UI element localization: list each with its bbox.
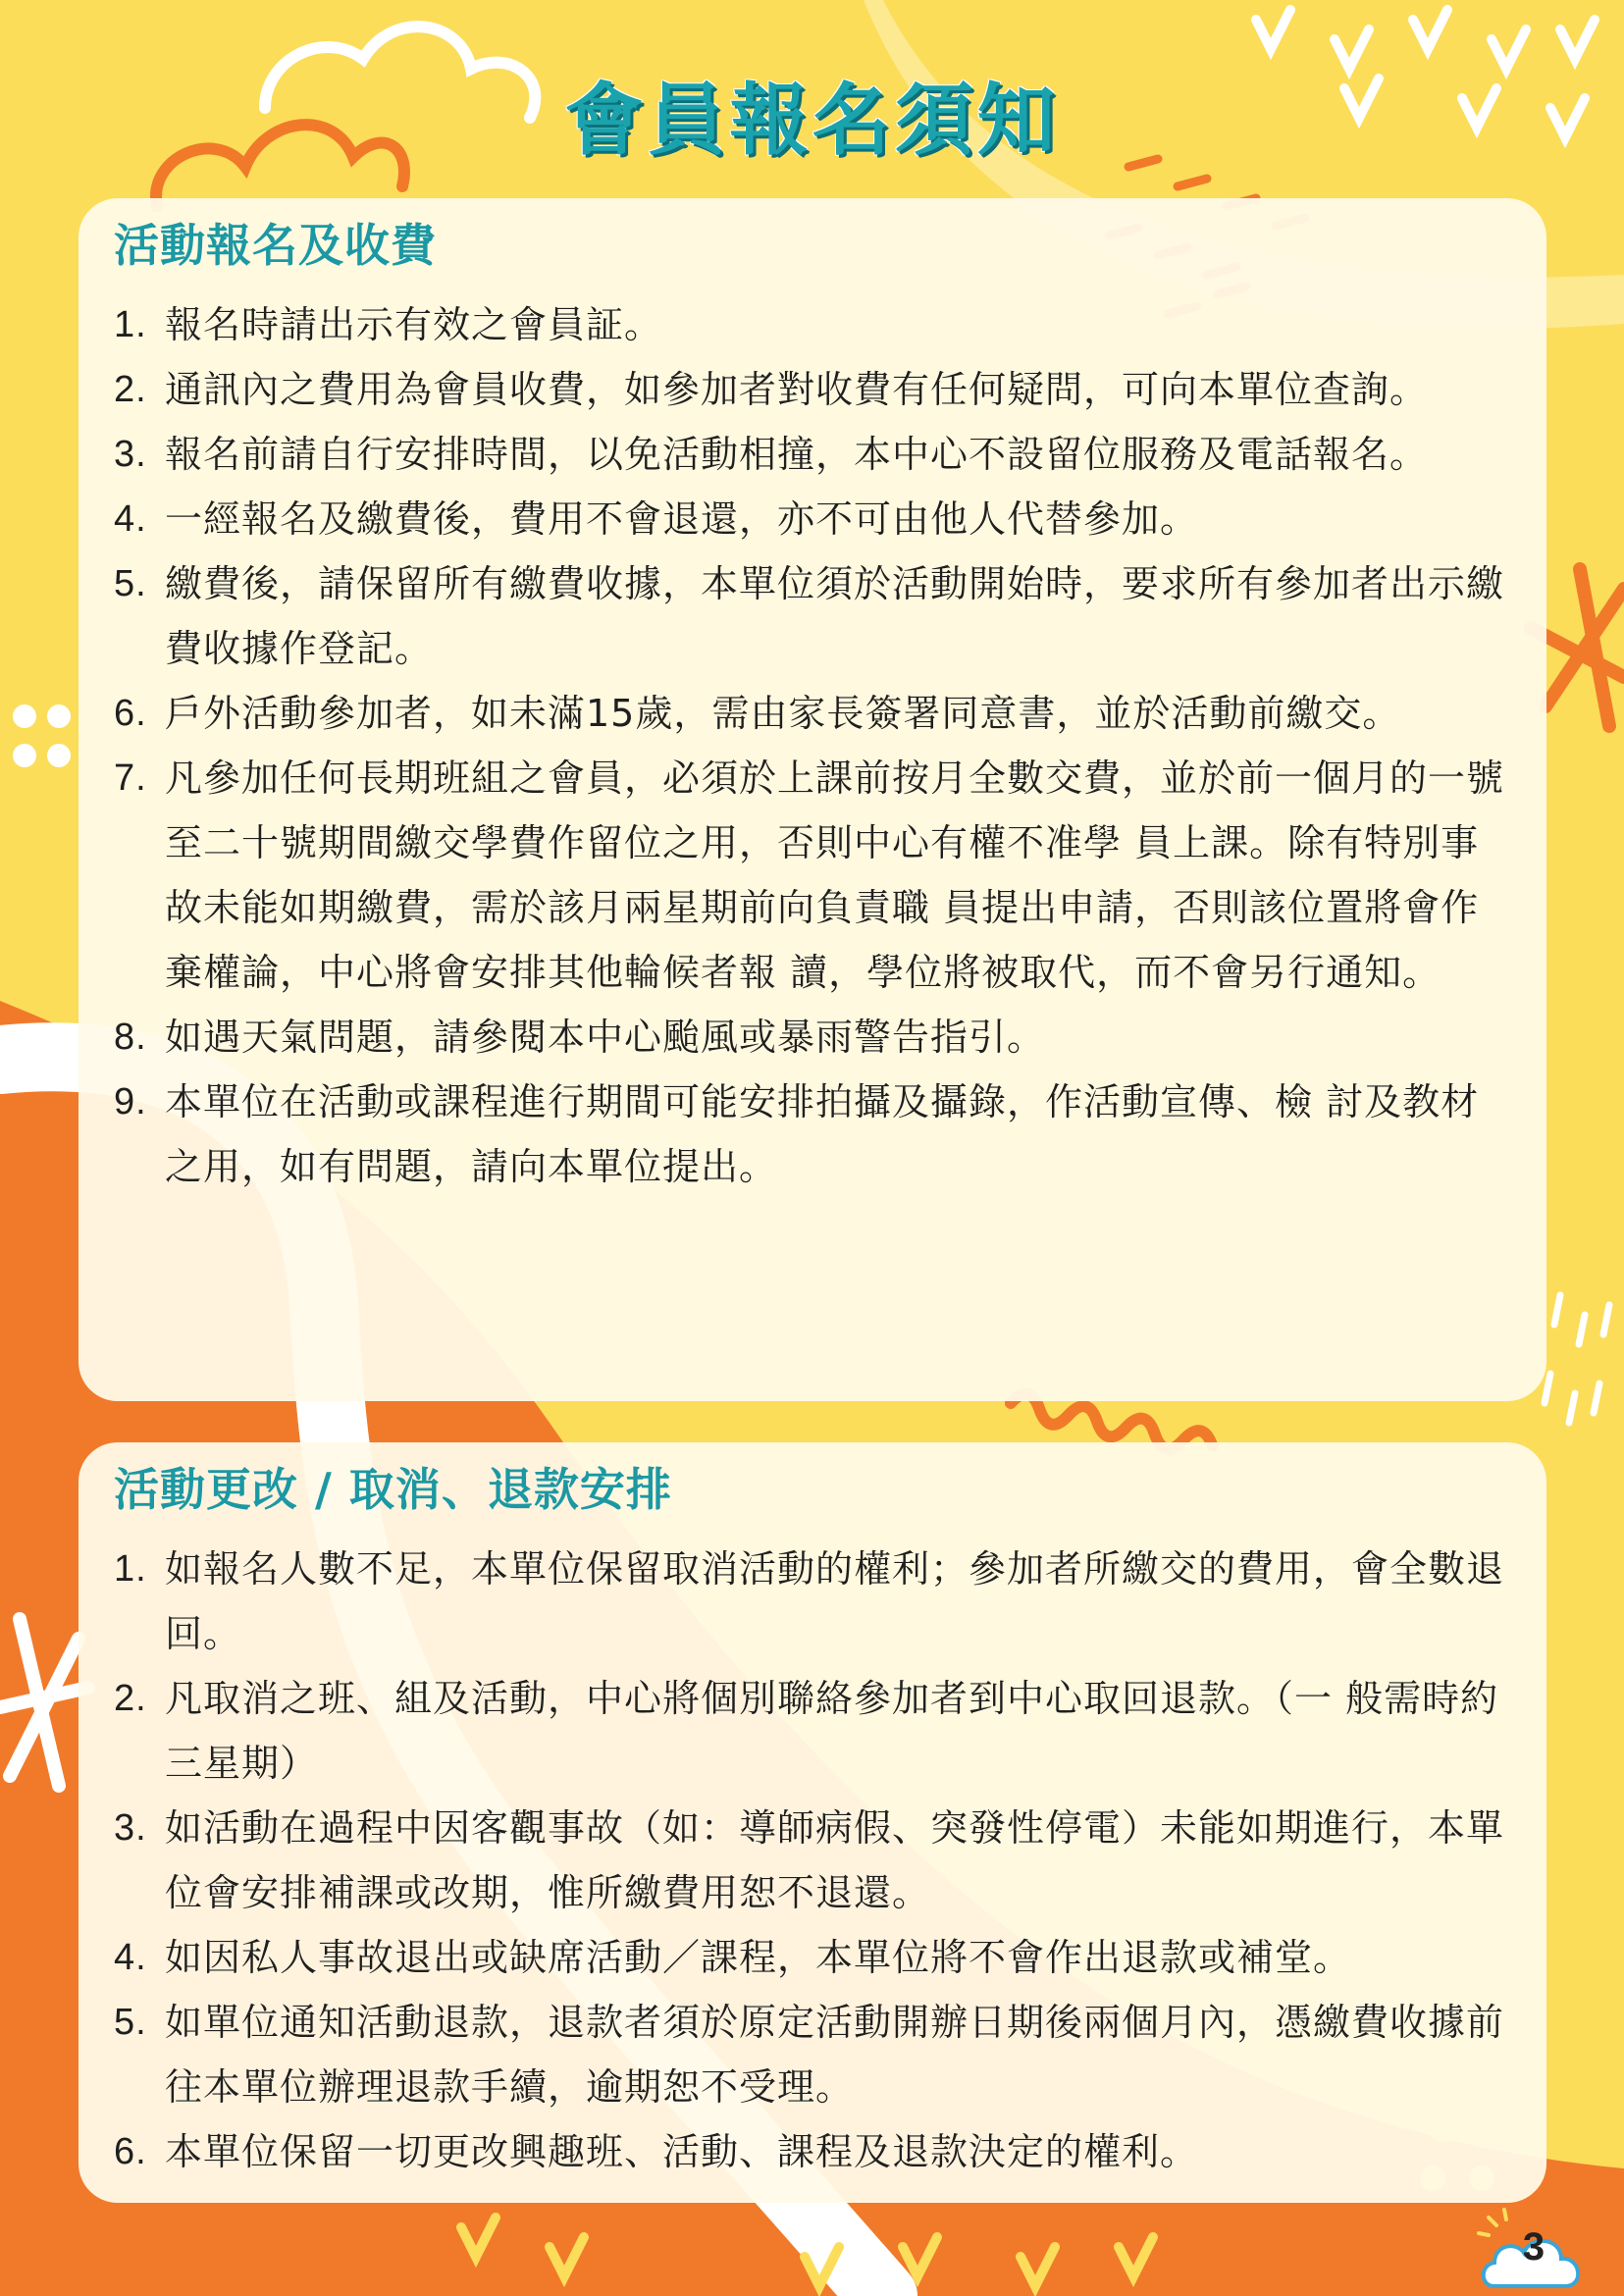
item-number: 4. <box>114 1937 147 1978</box>
rules-list <box>114 1537 1507 2184</box>
list-item <box>114 357 1507 422</box>
item-number: 4. <box>114 498 147 540</box>
item-number: 1. <box>114 1548 147 1590</box>
white-dashes-decoration <box>1545 1295 1609 1423</box>
item-text: 如報名人數不足，本單位保留取消活動的權利；參加者所繳交的費用，會全數退回。 <box>165 1547 1505 1655</box>
item-number: 2. <box>114 369 147 410</box>
item-text: 通訊內之費用為會員收費，如參加者對收費有任何疑問，可向本單位查詢。 <box>165 368 1429 411</box>
list-item <box>114 1537 1507 1666</box>
list-item <box>114 292 1507 357</box>
list-item <box>114 1796 1507 1925</box>
rules-list <box>114 292 1507 1199</box>
list-item <box>114 1990 1507 2119</box>
page-title: 會員報名須知 <box>564 75 1060 166</box>
list-item <box>114 1666 1507 1796</box>
item-number: 3. <box>114 1807 147 1849</box>
item-text: 凡取消之班、組及活動，中心將個別聯絡參加者到中心取回退款。（一 般需時約三星期） <box>165 1677 1499 1785</box>
list-item <box>114 422 1507 487</box>
item-text: 本單位在活動或課程進行期間可能安排拍攝及攝錄，作活動宣傳、檢 討及教材之用，如有問題，請向本單位提出。 <box>165 1080 1480 1188</box>
item-number: 5. <box>114 563 147 604</box>
section-title: 活動報名及收費 <box>114 219 437 272</box>
item-text: 凡參加任何長期班組之會員，必須於上課前按月全數交費，並於前一個月的一號至二十號期間繳交學費作留位之用，否則中心有權不准學 員上課。除有特別事故未能如期繳費，需於該月兩星期前向負責職 員提出申請，否則該位置將會作棄權論，中心將會安排其他輪候者報 讀，學位將被取代，而不會另行通知。 <box>165 757 1505 994</box>
item-number: 5. <box>114 2002 147 2043</box>
registration-fees-card <box>79 198 1546 1401</box>
item-number: 6. <box>114 2131 147 2172</box>
section-title: 活動更改 / 取消、退款安排 <box>114 1463 672 1516</box>
list-item <box>114 1070 1507 1199</box>
white-dots-decoration <box>13 704 71 767</box>
item-text: 報名時請出示有效之會員証。 <box>165 303 663 346</box>
item-number: 7. <box>114 757 147 799</box>
item-number: 6. <box>114 693 147 734</box>
list-item <box>114 681 1507 746</box>
list-item <box>114 1005 1507 1070</box>
page-number-badge <box>1475 2208 1593 2296</box>
item-number: 1. <box>114 304 147 345</box>
item-text: 如遇天氣問題，請參閱本中心颱風或暴雨警告指引。 <box>165 1016 1046 1059</box>
item-number: 3. <box>114 434 147 475</box>
item-text: 一經報名及繳費後，費用不會退還，亦不可由他人代替參加。 <box>165 497 1199 541</box>
item-text: 本單位保留一切更改興趣班、活動、課程及退款決定的權利。 <box>165 2130 1199 2173</box>
change-cancel-refund-card <box>79 1442 1546 2203</box>
list-item <box>114 1925 1507 1990</box>
list-item <box>114 2119 1507 2184</box>
item-text: 如因私人事故退出或缺席活動／課程，本單位將不會作出退款或補堂。 <box>165 1936 1352 1979</box>
item-number: 8. <box>114 1017 147 1058</box>
item-text: 繳費後，請保留所有繳費收據，本單位須於活動開始時，要求所有參加者出示繳費收據作登記。 <box>165 562 1505 670</box>
list-item <box>114 746 1507 1005</box>
list-item <box>114 487 1507 551</box>
item-text: 戶外活動參加者，如未滿15歲，需由家長簽署同意書，並於活動前繳交。 <box>165 692 1401 735</box>
list-item <box>114 551 1507 681</box>
item-number: 9. <box>114 1081 147 1122</box>
item-number: 2. <box>114 1678 147 1719</box>
item-text: 如活動在過程中因客觀事故（如：導師病假、突發性停電）未能如期進行，本單位會安排補課或改期，惟所繳費用恕不退還。 <box>165 1806 1505 1914</box>
page-number: 3 <box>1522 2225 1545 2269</box>
item-text: 報名前請自行安排時間，以免活動相撞，本中心不設留位服務及電話報名。 <box>165 433 1429 476</box>
item-text: 如單位通知活動退款，退款者須於原定活動開辦日期後兩個月內，憑繳費收據前往本單位辦理退款手續，逾期恕不受理。 <box>165 2001 1505 2109</box>
